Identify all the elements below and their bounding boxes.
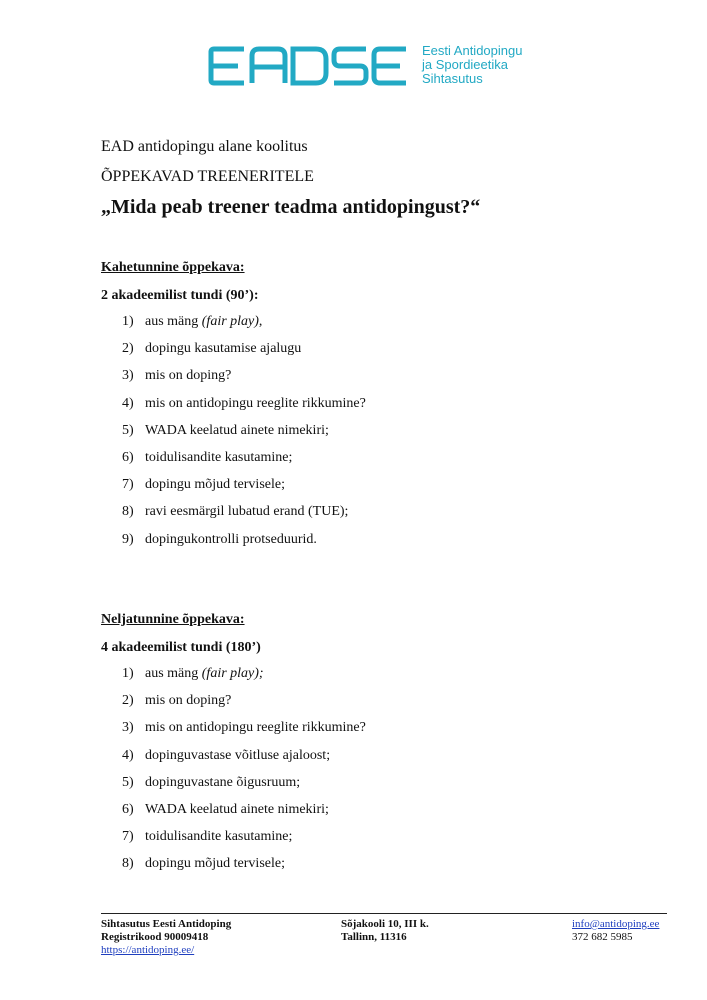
list-item-number: 8) <box>122 504 134 520</box>
list-item-text-main: dopinguvastane õigusruum; <box>145 774 301 790</box>
list-item-text <box>145 856 285 872</box>
footer-phone: 372 682 5985 <box>572 931 633 943</box>
list-item-number: 4) <box>122 395 134 411</box>
list-item-number: 3) <box>122 720 134 736</box>
logo-tagline-line: Eesti Antidopingu <box>422 43 523 58</box>
curricula-heading: ÕPPEKAVAD TREENERITELE <box>101 168 314 185</box>
list-item-text <box>145 666 264 682</box>
section-hours: 2 akadeemilist tundi (90’): <box>101 288 259 303</box>
footer-org: Sihtasutus Eesti Antidoping <box>101 918 232 930</box>
list-item-text-main: dopingu mõjud tervisele; <box>145 477 285 493</box>
list-item-text <box>145 504 348 520</box>
list-item-text <box>145 396 366 412</box>
list-item-text <box>145 802 329 818</box>
list-item-text-main: dopinguvastase võitluse ajaloost; <box>145 747 331 763</box>
logo-tagline <box>422 44 522 86</box>
list-item-number: 7) <box>122 829 134 845</box>
list-item-text-main: aus mäng <box>145 314 202 329</box>
list-item-text-main: toidulisandite kasutamine; <box>145 829 293 845</box>
list-item-text <box>145 450 292 466</box>
list-item-text-main: WADA keelatud ainete nimekiri; <box>145 422 329 438</box>
list-item-number: 5) <box>122 422 134 438</box>
footer-city: Tallinn, 11316 <box>341 931 407 943</box>
list-item-text <box>145 775 300 791</box>
list-item-number: 9) <box>122 531 134 547</box>
footer-reg: Registrikood 90009418 <box>101 931 209 943</box>
list-item-number: 7) <box>122 477 134 493</box>
footer-website-link[interactable]: https://antidoping.ee/ <box>101 944 195 956</box>
list-item-text-main: ravi eesmärgil lubatud erand (TUE); <box>145 504 349 520</box>
list-item-text <box>145 341 301 357</box>
list-item-number: 2) <box>122 693 134 709</box>
list-item-text <box>145 477 285 493</box>
list-item-text <box>145 748 330 764</box>
list-item-text <box>145 368 231 384</box>
list-item-text-main: mis on doping? <box>145 368 232 384</box>
list-item-text-main: WADA keelatud ainete nimekiri; <box>145 802 329 817</box>
course-heading: EAD antidopingu alane koolitus <box>101 138 308 155</box>
list-item-text-main: mis on antidopingu reeglite rikkumine? <box>145 395 366 411</box>
list-item-text-main: toidulisandite kasutamine; <box>145 450 293 465</box>
list-item-number: 2) <box>122 341 134 357</box>
list-item-text <box>145 829 292 845</box>
footer-middle <box>341 918 429 944</box>
list-item-text-main: aus mäng <box>145 666 202 681</box>
list-item-text-main: dopingu kasutamise ajalugu <box>145 341 302 357</box>
section-title: Kahetunnine õppekava: <box>101 260 245 275</box>
section-title: Neljatunnine õppekava: <box>101 612 245 627</box>
section-hours: 4 akadeemilist tundi (180’) <box>101 640 261 655</box>
list-item-text-italic: (fair play); <box>201 666 264 681</box>
page-title: „Mida peab treener teadma antidopingust?“ <box>101 196 481 218</box>
list-item-number: 1) <box>122 666 134 681</box>
eadse-logo <box>208 40 548 90</box>
logo-tagline-line: Sihtasutus <box>422 71 483 86</box>
footer-divider <box>101 913 667 914</box>
list-item-text <box>145 314 262 330</box>
logo-tagline-line: ja Spordieetika <box>422 57 508 72</box>
list-item-text-main: mis on antidopingu reeglite rikkumine? <box>145 720 366 736</box>
list-item-number: 6) <box>122 802 134 817</box>
list-item-text <box>145 532 317 548</box>
footer-email-link[interactable]: info@antidoping.ee <box>572 918 660 930</box>
footer-right <box>572 918 659 944</box>
list-item-number: 8) <box>122 856 134 872</box>
list-item-number: 1) <box>122 314 134 329</box>
list-item-text-suffix: , <box>258 314 263 329</box>
list-item-number: 6) <box>122 450 134 465</box>
footer-left <box>101 918 231 957</box>
list-item-text <box>145 693 231 709</box>
eadse-wordmark-logo <box>208 46 408 86</box>
footer-street: Sõjakooli 10, III k. <box>341 918 429 930</box>
list-item-text-main: dopingukontrolli protseduurid. <box>145 531 317 547</box>
list-item-text-main: mis on doping? <box>145 693 232 709</box>
list-item-number: 5) <box>122 774 134 790</box>
list-item-number: 4) <box>122 747 134 763</box>
list-item-text <box>145 720 366 736</box>
list-item-text <box>145 423 329 439</box>
list-item-text-italic: (fair play) <box>201 314 259 329</box>
list-item-text-main: dopingu mõjud tervisele; <box>145 856 285 872</box>
list-item-number: 3) <box>122 368 134 384</box>
